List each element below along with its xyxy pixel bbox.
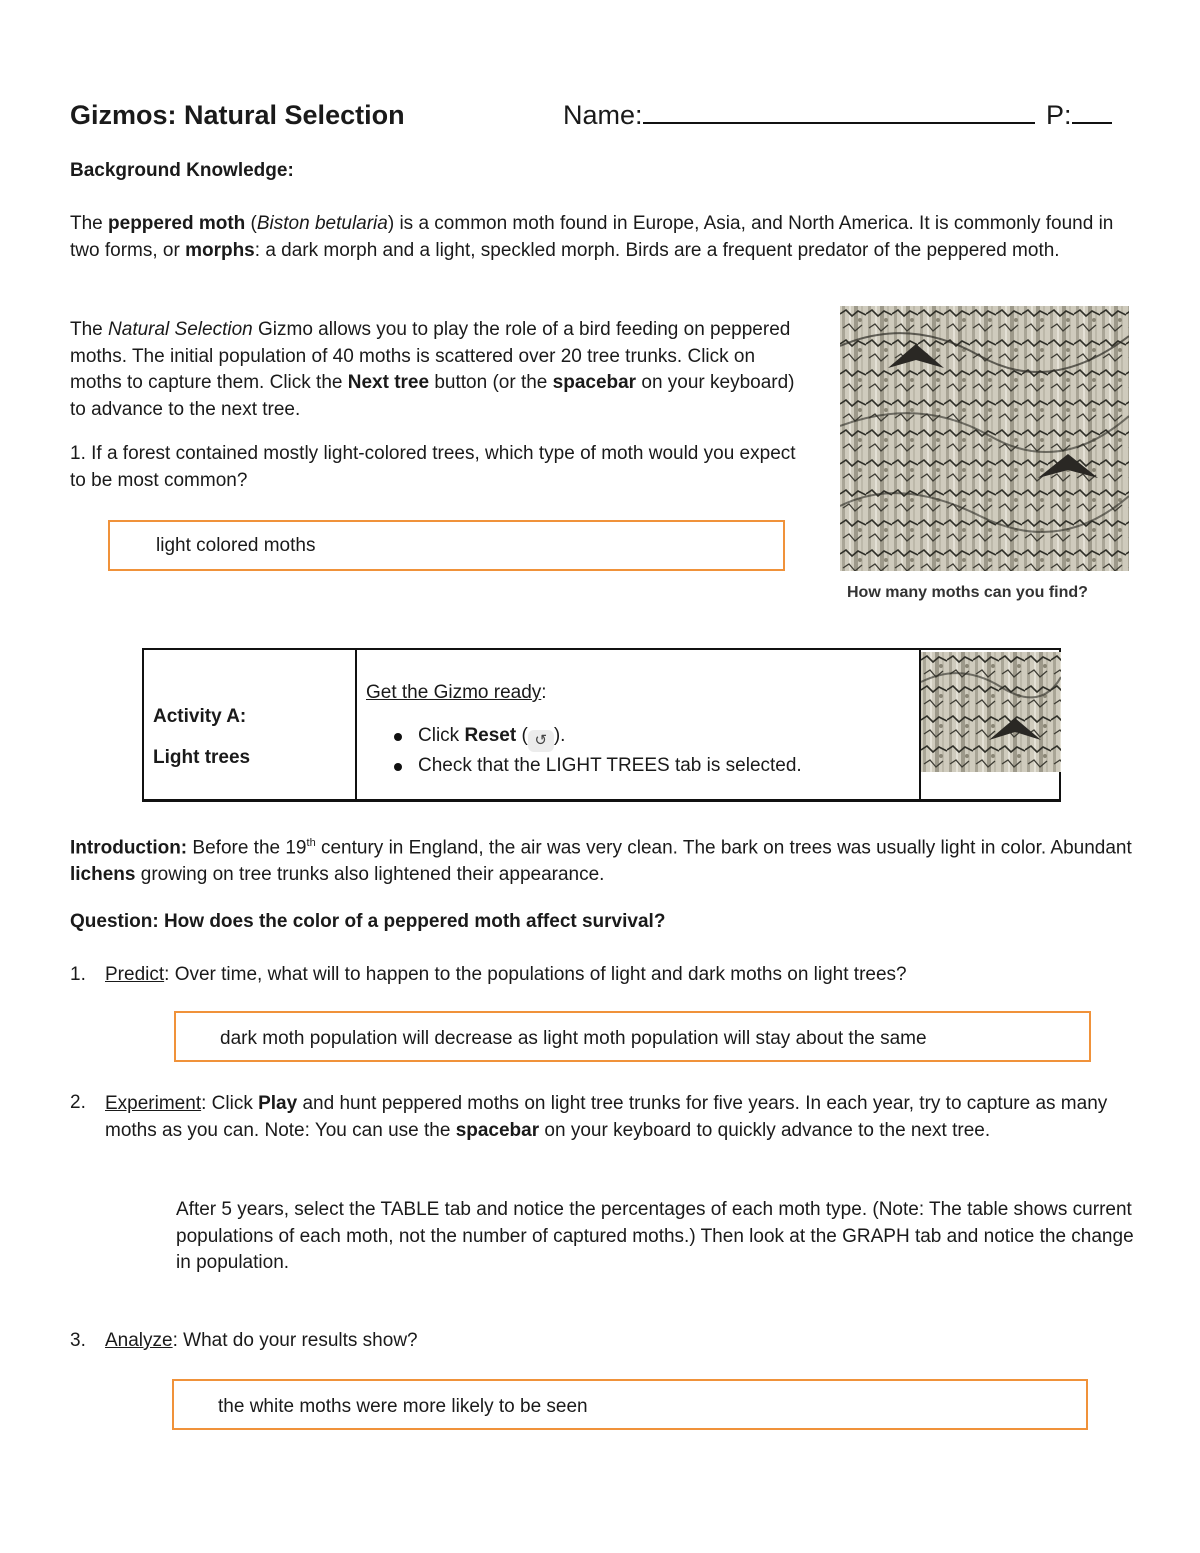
background-heading: Background Knowledge: [70,160,294,181]
step-1-number: 1. [70,964,86,985]
answer-text-predict: dark moth population will decrease as light moth population will stay about the same [220,1028,927,1049]
name-label: Name: [563,100,643,130]
list-item: Click Reset ( ↺ ). [390,722,802,752]
answer-box-analyze[interactable] [172,1379,1088,1430]
step-2-note: After 5 years, select the TABLE tab and notice the percentages of each moth type. (Note: The table shows current populations of each moth, not the number of captured moths.) Then look at the GRAPH tab and notice the change in population. [176,1199,1134,1273]
activity-table [142,648,1061,802]
main-question: Question: How does the color of a peppered moth affect survival? [70,911,666,932]
list-item: Check that the LIGHT TREES tab is selected. [390,752,802,779]
reset-icon[interactable]: ↺ [528,730,554,752]
name-field[interactable] [563,100,1112,131]
answer-text-q1: light colored moths [156,535,316,556]
answer-text-analyze: the white moths were more likely to be seen [218,1396,588,1417]
ready-heading: Get the Gizmo ready: [366,682,547,703]
page-title: Gizmos: Natural Selection [70,100,405,130]
background-paragraph-1: The peppered moth (Biston betularia) is a common moth found in Europe, Asia, and North America. It is commonly found in two forms, or morphs: a dark morph and a light, speckled morph. Birds are a frequent predator of the peppered moth. [70,213,1114,261]
moth-photo [840,306,1129,571]
answer-box-q1[interactable] [108,520,785,571]
name-blank[interactable] [643,100,1035,124]
image-caption: How many moths can you find? [847,584,1088,601]
question-1: 1. If a forest contained mostly light-colored trees, which type of moth would you expect to be most common? [70,443,796,491]
period-blank[interactable] [1072,100,1112,124]
step-3-number: 3. [70,1330,86,1351]
step-1: Predict: Over time, what will to happen to the populations of light and dark moths on light trees? [105,964,907,985]
moth-thumbnail [921,652,1061,772]
introduction: Introduction: Before the 19th century in England, the air was very clean. The bark on trees was usually light in color. Abundant lichens growing on tree trunks also lightened their appearance. [70,837,1132,885]
step-2-number: 2. [70,1092,86,1113]
period-label: P: [1046,100,1072,130]
activity-label: Activity A: Light trees [153,706,251,768]
answer-box-predict[interactable] [174,1011,1091,1062]
step-3: Analyze: What do your results show? [105,1330,418,1351]
background-paragraph-2: The Natural Selection Gizmo allows you to play the role of a bird feeding on peppered moths. The initial population of 40 moths is scattered over 20 tree trunks. Click on moths to capture them. Click the Next tree button (or the spacebar on your keyboard) to advance to the next tree. [70,319,795,420]
step-2: Experiment: Click Play and hunt peppered moths on light tree trunks for five years. In each year, try to capture as many moths as you can. Note: You can use the spacebar on your keyboard to quickly advance to the next tree. [105,1093,1108,1141]
ready-list [390,722,802,779]
